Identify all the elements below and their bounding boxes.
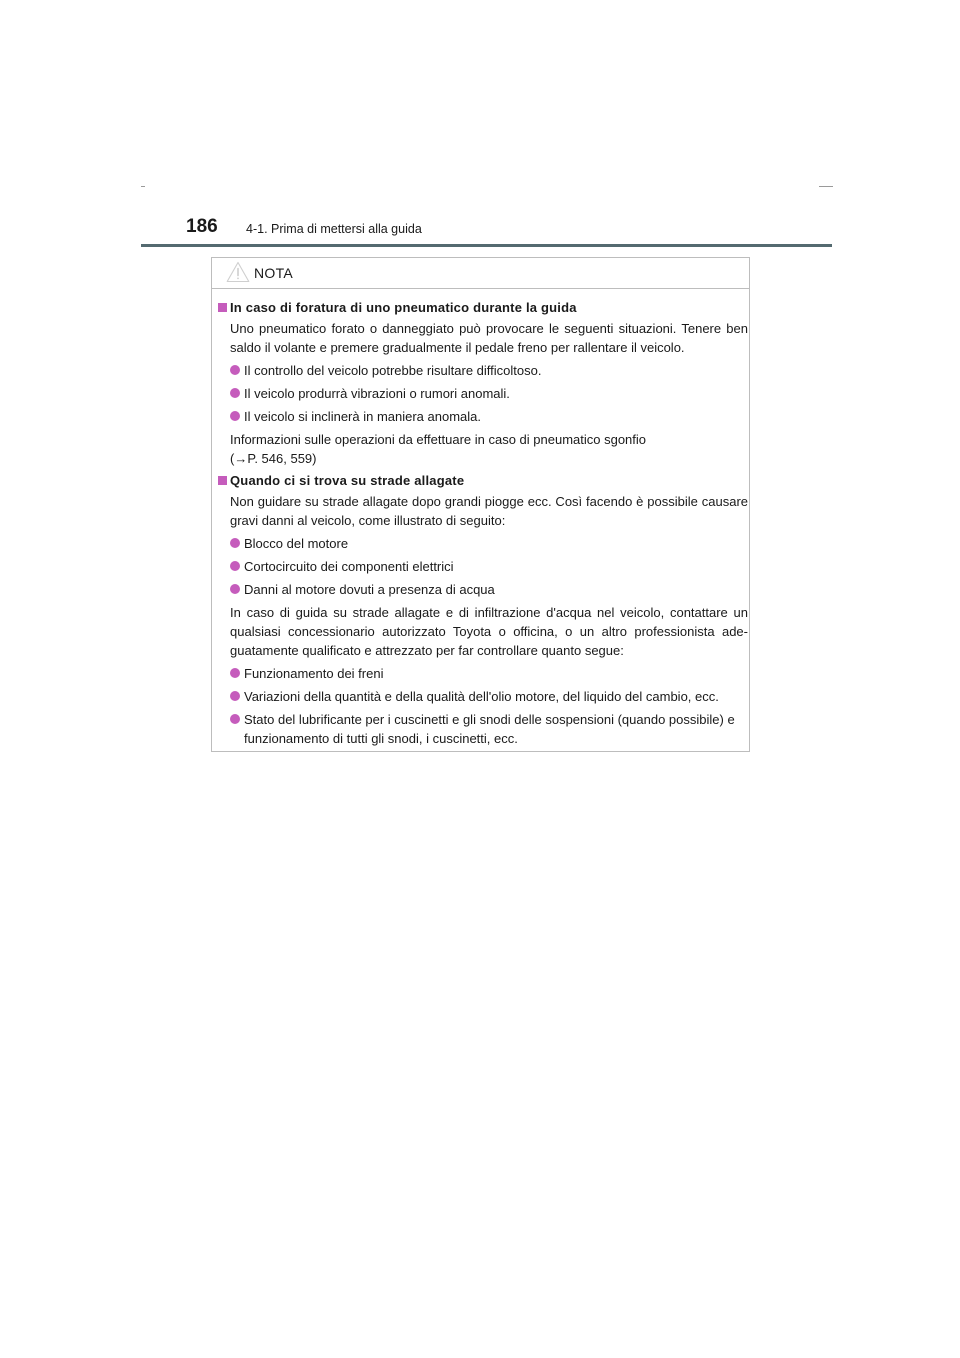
bullet-text: Funzionamento dei freni [244,666,384,681]
note-header [212,258,749,289]
round-bullet-icon [230,538,240,548]
page-header [186,216,832,240]
paragraph-flooded-intro: Non guidare su strade allagate dopo grandi piogge ecc. Così facendo è possibile causare gravi danni al veicolo, come illustrato di seguito: [230,494,748,528]
round-bullet-icon [230,411,240,421]
square-bullet-icon [218,476,227,485]
bullet-text: Cortocircuito dei componenti elettrici [244,559,454,574]
heading-text: In caso di foratura di uno pneumatico durante la guida [230,300,577,315]
section-heading-flat-tire [218,298,748,317]
bullet-item [230,580,748,599]
bullet-text: Danni al motore dovuti a presenza di acqua [244,582,495,597]
note-box [211,257,750,752]
bullet-text: Il veicolo produrrà vibrazioni o rumori anomali. [244,386,510,401]
paragraph-flooded-inspection: In caso di guida su strade allagate e di infiltrazione d'acqua nel veicolo, contattare un qualsiasi concessionario autorizzato Toyota o officina, o un altro professionista ade-guatamente qualificato e attrezzato per far controllare quanto segue: [230,605,748,658]
header-rule [141,244,832,247]
round-bullet-icon [230,561,240,571]
bullet-text: Il veicolo si inclinerà in maniera anomala. [244,409,482,424]
reference-text: Informazioni sulle operazioni da effettuare in caso di pneumatico sgonfio [230,432,647,447]
paragraph-flat-tire-intro: Uno pneumatico forato o danneggiato può provocare le seguenti situazioni. Tenere ben saldo il volante e premere gradualmente il pedale freno per rallentare il veicolo. [230,321,748,355]
page-number: 186 [186,216,218,237]
round-bullet-icon [230,388,240,398]
note-body [218,298,748,752]
crop-mark-right [819,186,833,187]
bullet-item [230,361,748,380]
page-reference-link[interactable]: (→P. 546, 559) [230,451,317,466]
bullet-text: Blocco del motore [244,536,349,551]
note-title: NOTA [254,265,294,281]
bullet-item [230,710,748,748]
round-bullet-icon [230,668,240,678]
bullet-item [230,384,748,403]
bullet-text: Il controllo del veicolo potrebbe risultare difficoltoso. [244,363,542,378]
bullet-item [230,534,748,553]
bullet-item [230,557,748,576]
round-bullet-icon [230,584,240,594]
heading-text: Quando ci si trova su strade allagate [230,473,465,488]
square-bullet-icon [218,303,227,312]
bullet-item [230,664,748,683]
warning-triangle-icon [226,261,250,283]
section-title: 4-1. Prima di mettersi alla guida [246,222,422,236]
bullet-text: Stato del lubrificante per i cuscinetti e gli snodi delle sospensioni (quando possibile) e funzionamento di tutti gli snodi, i cuscinetti, ecc. [244,712,735,746]
section-heading-flooded-roads [218,471,748,490]
crop-mark-left [141,186,145,187]
paragraph-flat-tire-reference [230,430,748,468]
round-bullet-icon [230,714,240,724]
bullet-item [230,407,748,426]
bullet-text: Variazioni della quantità e della qualità dell'olio motore, del liquido del cambio, ecc. [244,689,719,704]
round-bullet-icon [230,691,240,701]
round-bullet-icon [230,365,240,375]
bullet-item [230,687,748,706]
